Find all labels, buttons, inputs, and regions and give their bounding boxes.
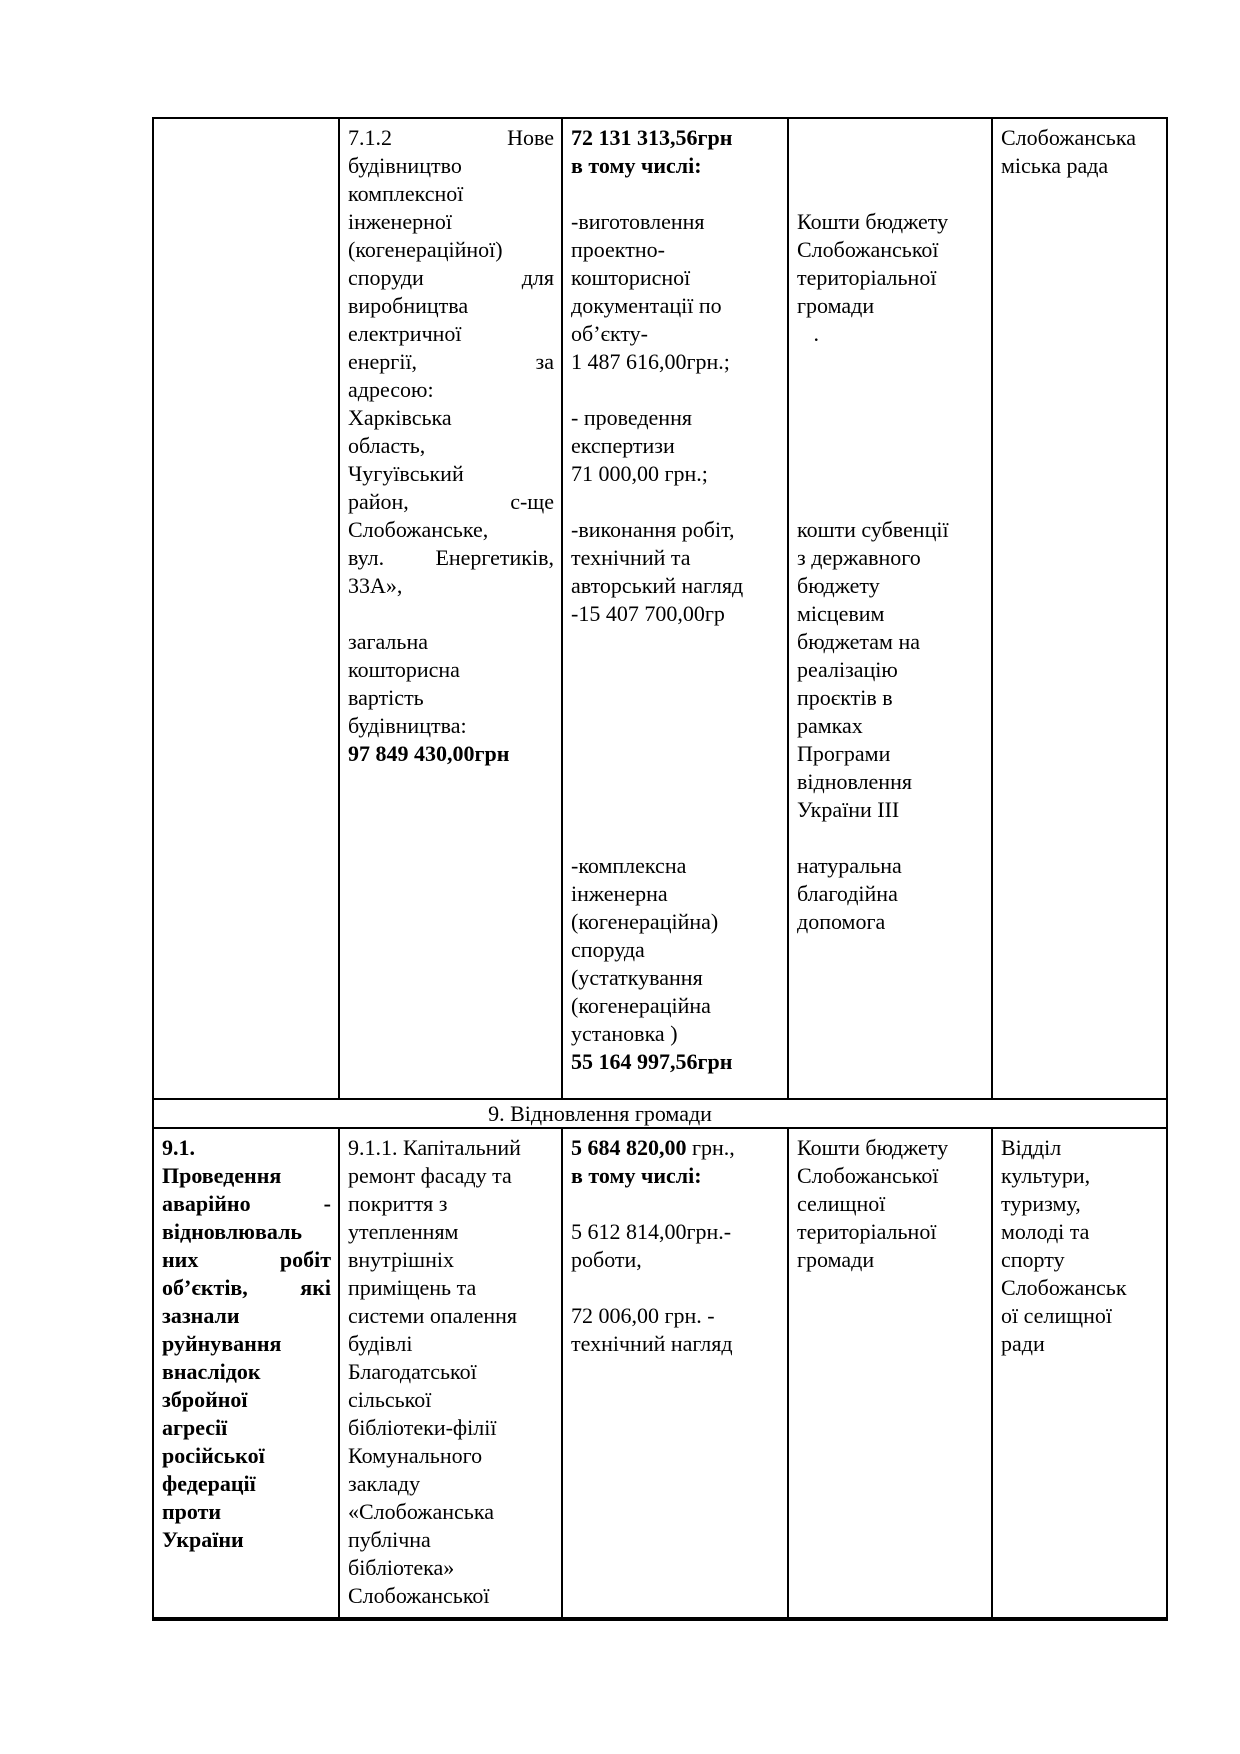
text-line: місцевим xyxy=(797,601,885,626)
text-line: руйнування xyxy=(162,1331,282,1356)
text-line: системи опалення xyxy=(348,1303,518,1328)
text-line xyxy=(797,404,984,432)
text-line xyxy=(571,796,780,824)
text-line: установка ) xyxy=(571,1021,678,1046)
text-line: 9.1. xyxy=(162,1135,195,1160)
text-line: внаслідок xyxy=(162,1359,261,1384)
text-line: аварійно - xyxy=(162,1191,331,1216)
text-line: Благодатської xyxy=(348,1359,477,1384)
text-line: культури, xyxy=(1001,1163,1091,1188)
text-line: 5 684 820,00 грн., xyxy=(571,1135,735,1160)
text-line: Слобожанської xyxy=(797,237,939,262)
text-line: кошторисна xyxy=(348,657,460,682)
text-line: з державного xyxy=(797,545,921,570)
text-line: сільської xyxy=(348,1387,432,1412)
text-line: Кошти бюджету xyxy=(797,209,949,234)
text-line: селищної xyxy=(797,1191,886,1216)
text-line: спорту xyxy=(1001,1247,1065,1272)
text-line xyxy=(797,152,984,180)
text-line: Слобожанськ xyxy=(1001,1275,1127,1300)
text-line: інженерної xyxy=(348,209,452,234)
cell-project-7-1-2 xyxy=(338,119,561,1098)
cell-executor-7-1-2 xyxy=(991,119,1166,1098)
text-line: громади xyxy=(797,1247,875,1272)
text-line: 7.1.2 Нове xyxy=(348,125,554,150)
text-line: України xyxy=(162,1527,244,1552)
text-line: Харківська xyxy=(348,405,452,430)
text-line xyxy=(571,684,780,712)
text-line: 71 000,00 грн.; xyxy=(571,461,708,486)
text-line: споруда xyxy=(571,937,645,962)
text-line: громади xyxy=(797,293,875,318)
text-line: документації по xyxy=(571,293,722,318)
text-line: Слобожанське, xyxy=(348,517,489,542)
text-line: бібліотеки-філії xyxy=(348,1415,497,1440)
text-line: вартість xyxy=(348,685,424,710)
text-line: Слобожанська xyxy=(1001,125,1136,150)
text-line: область, xyxy=(348,433,426,458)
cell-executor-9-1-1 xyxy=(991,1129,1166,1617)
section-header-row xyxy=(154,1100,1166,1129)
text-line: натуральна xyxy=(797,853,902,878)
cell-amounts-7-1-2 xyxy=(561,119,787,1098)
text-line: Чугуївський xyxy=(348,461,464,486)
text-line: вул. Енергетиків, xyxy=(348,545,554,570)
text-line: роботи, xyxy=(571,1247,642,1272)
text-line: туризму, xyxy=(1001,1191,1081,1216)
text-line: реалізацію xyxy=(797,657,898,682)
text-line: 5 612 814,00грн.- xyxy=(571,1219,732,1244)
text-line: електричної xyxy=(348,321,462,346)
text-line xyxy=(348,600,554,628)
text-line: Кошти бюджету xyxy=(797,1135,949,1160)
text-line: ради xyxy=(1001,1331,1045,1356)
text-line: утепленням xyxy=(348,1219,459,1244)
text-line: України ІІІ xyxy=(797,797,900,822)
text-line: (когенераційної) xyxy=(348,237,503,262)
text-line xyxy=(571,1190,780,1218)
text-line: 9.1.1. Капітальний xyxy=(348,1135,521,1160)
text-line: (когенераційна xyxy=(571,993,711,1018)
text-line: Відділ xyxy=(1001,1135,1062,1160)
text-line: -комплексна xyxy=(571,853,687,878)
text-line: внутрішніх xyxy=(348,1247,454,1272)
text-line: споруди для xyxy=(348,265,554,290)
text-line: агресії xyxy=(162,1415,228,1440)
text-line: рамках xyxy=(797,713,863,738)
text-line: проти xyxy=(162,1499,222,1524)
text-line xyxy=(797,824,984,852)
text-line: Програми xyxy=(797,741,891,766)
text-line: (устаткування xyxy=(571,965,703,990)
text-line: проектно- xyxy=(571,237,665,262)
text-line xyxy=(571,628,780,656)
text-line xyxy=(571,740,780,768)
text-line: Слобожанської xyxy=(348,1583,490,1608)
text-line: 72 006,00 грн. - xyxy=(571,1303,715,1328)
text-line: благодійна xyxy=(797,881,898,906)
text-line: російської xyxy=(162,1443,265,1468)
text-line: бібліотека» xyxy=(348,1555,455,1580)
text-line: проєктів в xyxy=(797,685,893,710)
text-line xyxy=(797,348,984,376)
text-line: територіальної xyxy=(797,265,937,290)
text-line: закладу xyxy=(348,1471,421,1496)
text-line xyxy=(797,124,984,152)
text-line xyxy=(797,432,984,460)
text-line: Слобожанської xyxy=(797,1163,939,1188)
section-9-header: 9. Відновлення громади xyxy=(488,1101,712,1126)
program-measures-table xyxy=(152,117,1168,1621)
text-line: 1 487 616,00грн.; xyxy=(571,349,730,374)
text-line: приміщень та xyxy=(348,1275,477,1300)
text-line: загальна xyxy=(348,629,428,654)
text-line: зазнали xyxy=(162,1303,240,1328)
text-line: енергії, за xyxy=(348,349,554,374)
cell-measure-empty xyxy=(154,119,338,1098)
text-line: технічний нагляд xyxy=(571,1331,733,1356)
text-line xyxy=(571,180,780,208)
text-line: 72 131 313,56грн xyxy=(571,125,733,150)
text-line: об’єктів, які xyxy=(162,1275,331,1300)
table-row-9-1 xyxy=(154,1129,1166,1617)
text-line xyxy=(571,376,780,404)
text-line xyxy=(571,656,780,684)
text-line xyxy=(571,1274,780,1302)
text-line: -15 407 700,00гр xyxy=(571,601,725,626)
text-line: будівлі xyxy=(348,1331,413,1356)
text-line: (когенераційна) xyxy=(571,909,719,934)
text-line: експертизи xyxy=(571,433,675,458)
text-line xyxy=(797,376,984,404)
cell-amounts-9-1-1 xyxy=(561,1129,787,1617)
text-line: виробництва xyxy=(348,293,469,318)
text-line: адресою: xyxy=(348,377,434,402)
cell-funding-7-1-2 xyxy=(787,119,991,1098)
text-line: технічний та xyxy=(571,545,691,570)
text-line: допомога xyxy=(797,909,886,934)
text-line xyxy=(797,488,984,516)
text-line: -виготовлення xyxy=(571,209,705,234)
text-line: федерації xyxy=(162,1471,256,1496)
text-line xyxy=(571,712,780,740)
text-line: Проведення xyxy=(162,1163,282,1188)
text-line: молоді та xyxy=(1001,1219,1090,1244)
text-line: ої селищної xyxy=(1001,1303,1112,1328)
text-line: «Слобожанська xyxy=(348,1499,494,1524)
text-line: міська рада xyxy=(1001,153,1109,178)
text-line: - проведення xyxy=(571,405,692,430)
text-line: відновлюваль xyxy=(162,1219,303,1244)
text-line xyxy=(571,488,780,516)
text-line: збройної xyxy=(162,1387,248,1412)
text-line xyxy=(797,180,984,208)
cell-funding-9-1-1 xyxy=(787,1129,991,1617)
text-line: ремонт фасаду та xyxy=(348,1163,512,1188)
text-line: них робіт xyxy=(162,1247,331,1272)
text-line: в тому числі: xyxy=(571,1163,702,1188)
text-line: Комунального xyxy=(348,1443,483,1468)
text-line xyxy=(797,460,984,488)
cell-measure-9-1 xyxy=(154,1129,338,1617)
text-line: інженерна xyxy=(571,881,668,906)
text-line: покриття з xyxy=(348,1191,448,1216)
text-line: . xyxy=(797,321,819,346)
text-line xyxy=(571,768,780,796)
text-line: об’єкту- xyxy=(571,321,649,346)
text-line: район, с-ще xyxy=(348,489,554,514)
table-row-7-1-2 xyxy=(154,119,1166,1100)
text-line: -виконання робіт, xyxy=(571,517,735,542)
text-line: комплексної xyxy=(348,181,464,206)
text-line: кошти субвенції xyxy=(797,517,949,542)
text-line: в тому числі: xyxy=(571,153,702,178)
text-line: відновлення xyxy=(797,769,912,794)
text-line: бюджетам на xyxy=(797,629,920,654)
text-line xyxy=(571,824,780,852)
text-line: будівництво xyxy=(348,153,462,178)
text-line: 33А», xyxy=(348,573,403,598)
text-line: авторський нагляд xyxy=(571,573,744,598)
text-line: будівництва: xyxy=(348,713,467,738)
text-line: кошторисної xyxy=(571,265,691,290)
text-line: бюджету xyxy=(797,573,880,598)
text-line: публічна xyxy=(348,1527,431,1552)
cell-project-9-1-1 xyxy=(338,1129,561,1617)
text-line: 55 164 997,56грн xyxy=(571,1049,733,1074)
text-line: територіальної xyxy=(797,1219,937,1244)
text-line: 97 849 430,00грн xyxy=(348,741,510,766)
